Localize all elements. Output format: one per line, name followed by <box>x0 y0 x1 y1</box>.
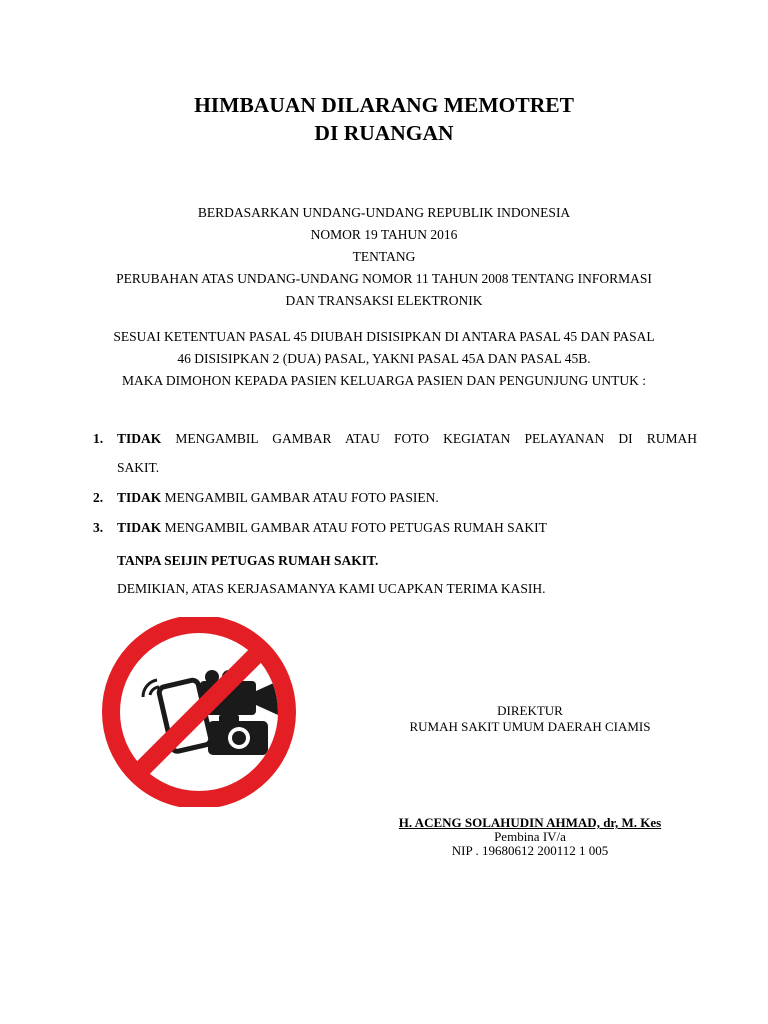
list-item-text: MENGAMBIL GAMBAR ATAU FOTO KEGIATAN PELAYANAN DI RUMAH <box>161 431 697 446</box>
signature-institution: RUMAH SAKIT UMUM DAERAH CIAMIS <box>409 719 651 734</box>
list-item <box>117 489 439 507</box>
list-item-lead: TIDAK <box>117 431 162 446</box>
title-line-2: DI RUANGAN <box>314 121 454 145</box>
signer-nip: NIP . 19680612 200112 1 005 <box>451 843 609 858</box>
provision-line: 46 DISISIPKAN 2 (DUA) PASAL, YAKNI PASAL 45A DAN PASAL 45B. <box>177 351 591 366</box>
legal-basis-line: BERDASARKAN UNDANG-UNDANG REPUBLIK INDONESIA <box>197 205 571 220</box>
photo-camera-top <box>219 715 239 723</box>
provision-line: SESUAI KETENTUAN PASAL 45 DIUBAH DISISIPKAN DI ANTARA PASAL 45 DAN PASAL <box>113 329 655 344</box>
photo-camera-lens <box>232 731 246 745</box>
legal-basis-line: TENTANG <box>352 249 416 264</box>
signer-rank: Pembina IV/a <box>494 829 566 844</box>
legal-basis-line: DAN TRANSAKSI ELEKTRONIK <box>285 293 483 308</box>
list-item-lead: TIDAK <box>117 520 162 535</box>
list-item-continuation: SAKIT. <box>117 460 160 475</box>
no-photography-sign <box>79 617 351 807</box>
list-item-text: MENGAMBIL GAMBAR ATAU FOTO PASIEN. <box>161 490 439 505</box>
no-photography-icon <box>79 617 351 807</box>
legal-basis-line: PERUBAHAN ATAS UNDANG-UNDANG NOMOR 11 TAHUN 2008 TENTANG INFORMASI <box>116 271 652 286</box>
list-item <box>117 430 697 448</box>
signature-position: DIREKTUR <box>497 703 563 718</box>
list-item-text: MENGAMBIL GAMBAR ATAU FOTO PETUGAS RUMAH SAKIT <box>161 520 547 535</box>
condition-text: TANPA SEIJIN PETUGAS RUMAH SAKIT. <box>117 553 379 568</box>
closing-text: DEMIKIAN, ATAS KERJASAMANYA KAMI UCAPKAN TERIMA KASIH. <box>117 581 546 596</box>
list-item-number: 2. <box>93 490 104 505</box>
title-line-1: HIMBAUAN DILARANG MEMOTRET <box>194 93 574 117</box>
provision-line: MAKA DIMOHON KEPADA PASIEN KELUARGA PASIEN DAN PENGUNJUNG UNTUK : <box>122 373 646 388</box>
list-item <box>117 519 547 537</box>
signer-name: H. ACENG SOLAHUDIN AHMAD, dr, M. Kes <box>398 815 662 830</box>
list-item-lead: TIDAK <box>117 490 162 505</box>
list-item-number: 1. <box>93 431 104 446</box>
legal-basis-line: NOMOR 19 TAHUN 2016 <box>310 227 458 242</box>
list-item-number: 3. <box>93 520 104 535</box>
